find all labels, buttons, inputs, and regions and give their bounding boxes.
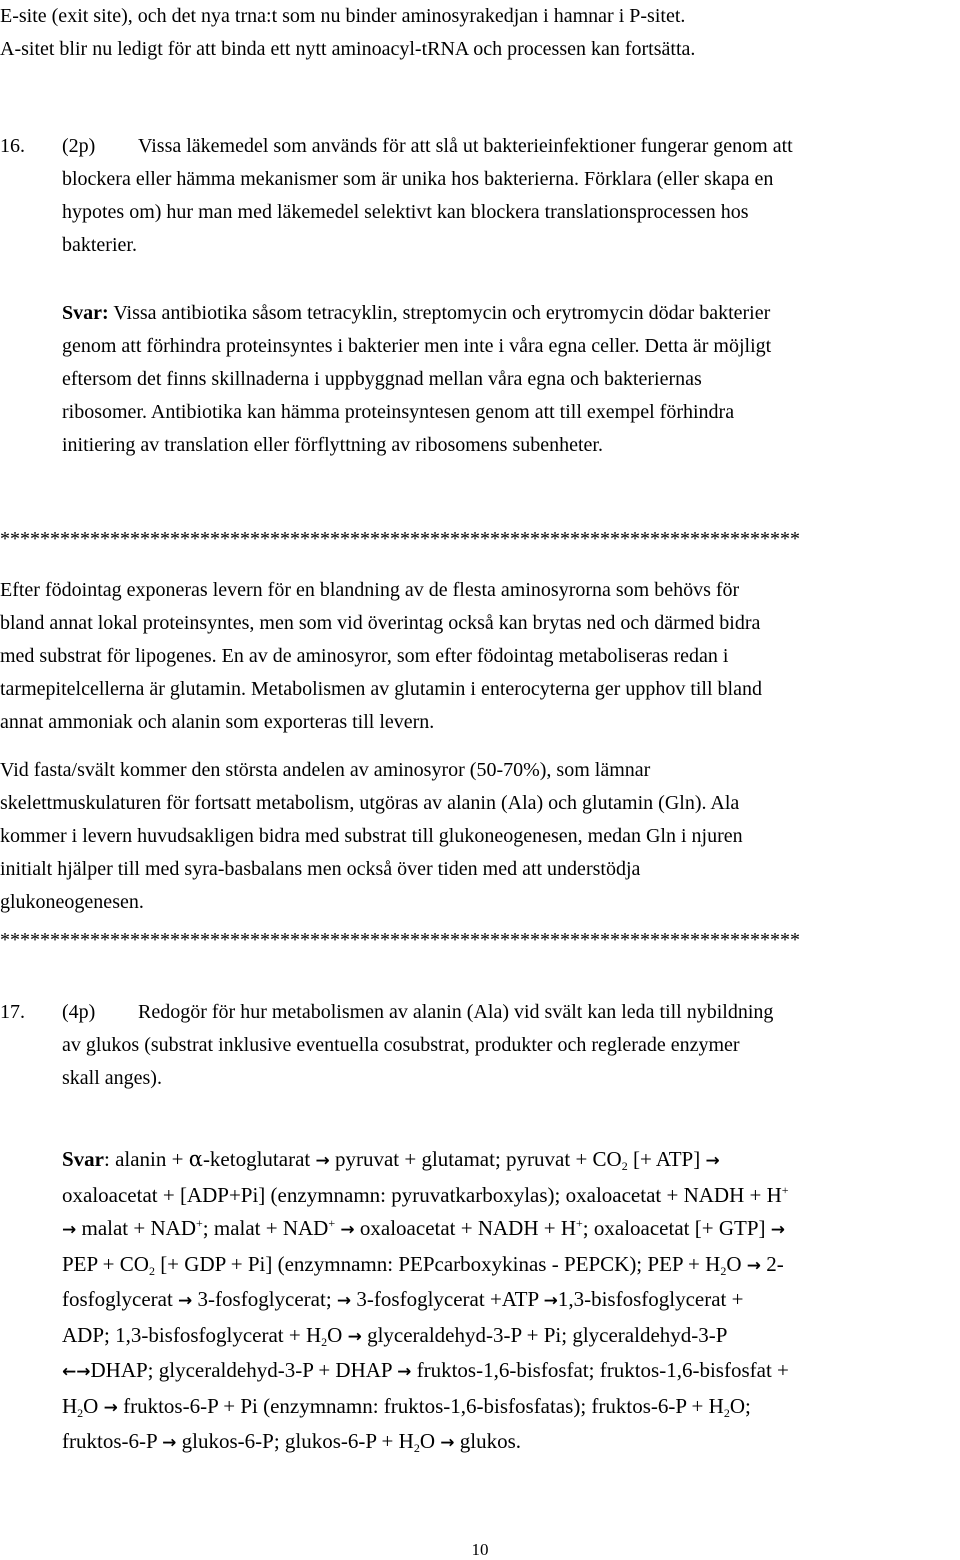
reaction-text: O (419, 1429, 441, 1453)
reaction-text: ; oxaloacetat [+ GTP] (582, 1216, 771, 1240)
right-arrow-icon: → (315, 1151, 330, 1171)
text-line: A-sitet blir nu ledigt för att binda ett nytt aminoacyl-tRNA och processen kan fortsätta. (0, 38, 696, 60)
top-paragraph (0, 0, 960, 66)
right-arrow-icon: → (347, 1326, 362, 1347)
right-arrow-icon: → (746, 1255, 761, 1276)
answer-text: Vissa antibiotika såsom tetracyklin, streptomycin och erytromycin dödar bakterier (113, 302, 771, 324)
reaction-text: O; (729, 1393, 751, 1418)
text-line: skelettmuskulaturen för fortsatt metabolism, utgöras av alanin (Ala) och glutamin (Gln). Ala (0, 792, 740, 814)
subscript: 2 (723, 1405, 730, 1420)
text-line: E-site (exit site), och det nya trna:t som nu binder aminosyrakedjan i hamnar i P-sitet. (0, 5, 686, 27)
answer-label: Svar: (62, 302, 109, 324)
reaction-text: glyceraldehyd-3-P + Pi; glyceraldehyd-3-P (361, 1322, 728, 1347)
superscript: + (576, 1216, 583, 1230)
reaction-text: fosfoglycerat (62, 1287, 179, 1311)
reaction-text: [+ GDP + Pi] (enzymnamn: PEPcarboxykinas - PEPCK); PEP + H (154, 1251, 721, 1276)
right-arrow-icon: → (162, 1433, 177, 1453)
right-arrow-icon: → (440, 1433, 455, 1453)
text-line: kommer i levern huvudsakligen bidra med substrat till glukoneogenesen, medan Gln i njuren (0, 825, 743, 847)
answer-label: Svar (62, 1147, 104, 1171)
reaction-text: ; malat + NAD (202, 1216, 329, 1240)
reaction-text: : alanin + (104, 1147, 189, 1171)
reaction-text: oxaloacetat + [ADP+Pi] (enzymnamn: pyruvatkarboxylas); oxaloacetat + NADH + H (62, 1182, 782, 1207)
reaction-text: fruktos-6-P (62, 1429, 163, 1453)
right-arrow-icon: → (705, 1151, 720, 1171)
alpha-symbol: α (188, 1147, 203, 1171)
reaction-text: pyruvat + glutamat; pyruvat + CO (329, 1147, 622, 1171)
superscript: + (196, 1216, 203, 1230)
reaction-text: fruktos-6-P + Pi (enzymnamn: fruktos-1,6-bisfosfatas); fruktos-6-P + H (117, 1393, 724, 1418)
question-text: bakterier. (62, 234, 137, 256)
reaction-text: 3-fosfoglycerat +ATP (351, 1287, 544, 1311)
reaction-line (62, 1319, 960, 1355)
reaction-text: DHAP; glyceraldehyd-3-P + DHAP (90, 1358, 398, 1382)
right-arrow-icon: → (62, 1220, 77, 1240)
subscript: 2 (621, 1159, 628, 1173)
question-text: Vissa läkemedel som används för att slå ut bakterieinfektioner fungerar genom att (138, 135, 793, 157)
reaction-line (62, 1143, 960, 1179)
question-text: skall anges). (62, 1067, 162, 1089)
reaction-text: O (83, 1393, 104, 1418)
question-points: (2p) (62, 135, 96, 157)
reaction-line (62, 1283, 960, 1319)
reaction-text: malat + NAD (76, 1216, 196, 1240)
reaction-text: glukos. (454, 1429, 521, 1453)
question-17 (0, 996, 960, 1095)
text-line: bland annat lokal proteinsyntes, men som vid överintag också kan brytas ned och därmed bidra (0, 612, 761, 634)
right-arrow-icon: → (103, 1397, 118, 1418)
question-text: hypotes om) hur man med läkemedel selektivt kan blockera translationsprocessen hos (62, 201, 749, 223)
intro-paragraph (0, 754, 960, 919)
reaction-text: 2- (760, 1251, 784, 1276)
separator-line: ******************************************************************************** (0, 528, 800, 550)
intro-paragraph (0, 574, 960, 739)
reaction-text: H (62, 1393, 78, 1418)
right-arrow-icon: → (76, 1362, 91, 1382)
subscript: 2 (413, 1441, 420, 1455)
answer-text: initiering av translation eller förflyttning av ribosomens subenheter. (62, 434, 603, 456)
text-line: glukoneogenesen. (0, 891, 144, 913)
reaction-text: [+ ATP] (627, 1147, 706, 1171)
reaction-text: 3-fosfoglycerat; (192, 1287, 337, 1311)
reaction-text: 1,3-bisfosfoglycerat + (557, 1287, 744, 1311)
reaction-line (62, 1390, 960, 1426)
question-number: 17. (0, 1001, 25, 1023)
text-line: med substrat för lipogenes. En av de aminosyror, som efter födointag metaboliseras redan i (0, 645, 729, 667)
question-text: Redogör för hur metabolismen av alanin (Ala) vid svält kan leda till nybildning (138, 1001, 774, 1023)
question-points: (4p) (62, 1001, 96, 1023)
reaction-line (62, 1212, 960, 1248)
page-number: 10 (471, 1540, 489, 1559)
subscript: 2 (77, 1405, 84, 1420)
subscript: 2 (321, 1334, 328, 1349)
right-arrow-icon: → (770, 1220, 785, 1240)
superscript: + (328, 1216, 336, 1230)
right-arrow-icon: → (543, 1291, 558, 1311)
reaction-text: O (726, 1251, 747, 1276)
reaction-text: -ketoglutarat (202, 1147, 316, 1171)
reaction-line (62, 1248, 960, 1284)
right-arrow-icon: → (178, 1291, 193, 1311)
superscript: + (781, 1182, 789, 1197)
reaction-text: glukos-6-P; glukos-6-P + H (176, 1429, 414, 1453)
reaction-line (62, 1179, 960, 1213)
text-line: initialt hjälper till med syra-basbalans men också över tiden med att understödja (0, 858, 641, 880)
right-arrow-icon: → (336, 1291, 352, 1311)
subscript: 2 (720, 1263, 727, 1278)
question-16 (0, 130, 960, 262)
answer-16 (62, 297, 960, 462)
reaction-text: oxaloacetat + NADH + H (354, 1216, 577, 1240)
reaction-line (62, 1425, 960, 1461)
right-arrow-icon: → (340, 1220, 355, 1240)
answer-17 (62, 1143, 960, 1461)
text-line: Vid fasta/svält kommer den största andelen av aminosyror (50-70%), som lämnar (0, 759, 651, 781)
answer-text: eftersom det finns skillnaderna i uppbyggnad mellan våra egna och bakteriernas (62, 368, 702, 390)
left-arrow-icon: ← (62, 1362, 77, 1382)
reaction-text: PEP + CO (62, 1251, 149, 1276)
text-line: annat ammoniak och alanin som exporteras till levern. (0, 711, 435, 733)
text-line: Efter födointag exponeras levern för en blandning av de flesta aminosyrorna som behövs för (0, 579, 740, 601)
reaction-text: ADP; 1,3-bisfosfoglycerat + H (62, 1322, 322, 1347)
question-text: av glukos (substrat inklusive eventuella cosubstrat, produkter och reglerade enzymer (62, 1034, 740, 1056)
question-text: blockera eller hämma mekanismer som är unika hos bakterierna. Förklara (eller skapa en (62, 168, 774, 190)
question-number: 16. (0, 135, 25, 157)
subscript: 2 (148, 1263, 155, 1278)
reaction-line (62, 1354, 960, 1390)
right-arrow-icon: → (397, 1362, 412, 1382)
answer-text: ribosomer. Antibiotika kan hämma proteinsyntesen genom att till exempel förhindra (62, 401, 735, 423)
answer-text: genom att förhindra proteinsyntes i bakterier men inte i våra egna celler. Detta är möjligt (62, 335, 772, 357)
text-line: tarmepitelcellerna är glutamin. Metabolismen av glutamin i enterocyterna ger upphov till bland (0, 678, 762, 700)
reaction-text: fruktos-1,6-bisfosfat; fruktos-1,6-bisfosfat + (411, 1358, 789, 1382)
reaction-text: O (327, 1322, 348, 1347)
separator-line: ******************************************************************************** (0, 929, 800, 951)
